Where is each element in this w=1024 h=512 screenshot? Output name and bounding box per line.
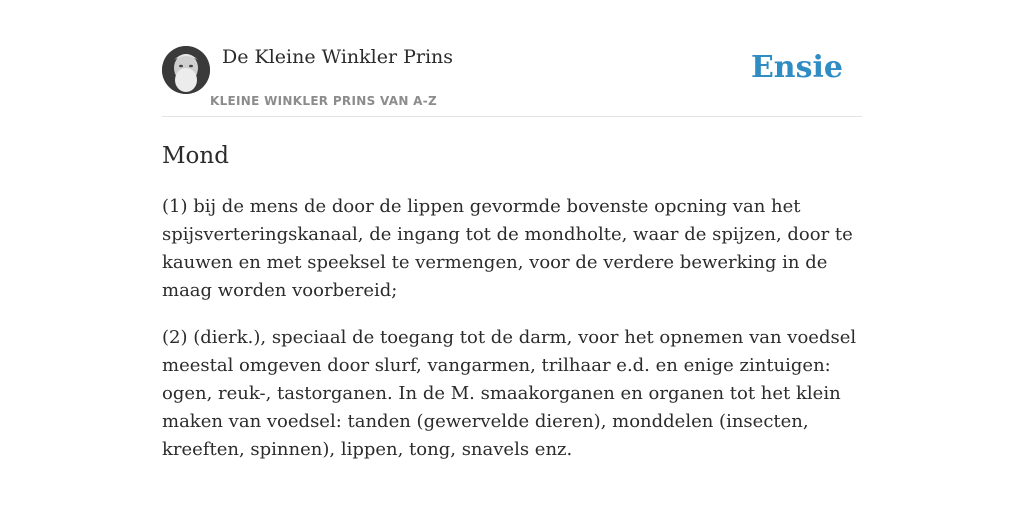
source-title[interactable]: De Kleine Winkler Prins <box>222 46 454 68</box>
ensie-logo[interactable]: Ensie <box>750 50 843 85</box>
author-avatar[interactable] <box>162 46 210 94</box>
source-subtitle[interactable]: KLEINE WINKLER PRINS VAN A-Z <box>210 94 438 108</box>
entry-term: Mond <box>162 143 229 169</box>
definition-paragraph-2: (2) (dierk.), speciaal de toegang tot de darm, voor het opnemen van voedsel meestal omgeven door slurf, vangarmen, trilhaar e.d. en enige zintuigen: ogen, reuk-, tastorganen. In de M. smaakorganen en organen tot het klein maken van voedsel: tanden (gewervelde dieren), monddelen (insecten, kreeften, spinnen), lippen, tong, snavels enz. <box>162 327 857 460</box>
header <box>162 0 862 117</box>
definition-paragraph-1: (1) bij de mens de door de lippen gevormde bovenste opcning van het spijsverteringskanaal, de ingang tot de mondholte, waar de spijzen, door te kauwen en met speeksel te vermengen, voor de verdere bewerking in de maag worden voorbereid; <box>162 196 853 301</box>
portrait-icon <box>162 46 210 94</box>
entry-card <box>162 0 862 464</box>
